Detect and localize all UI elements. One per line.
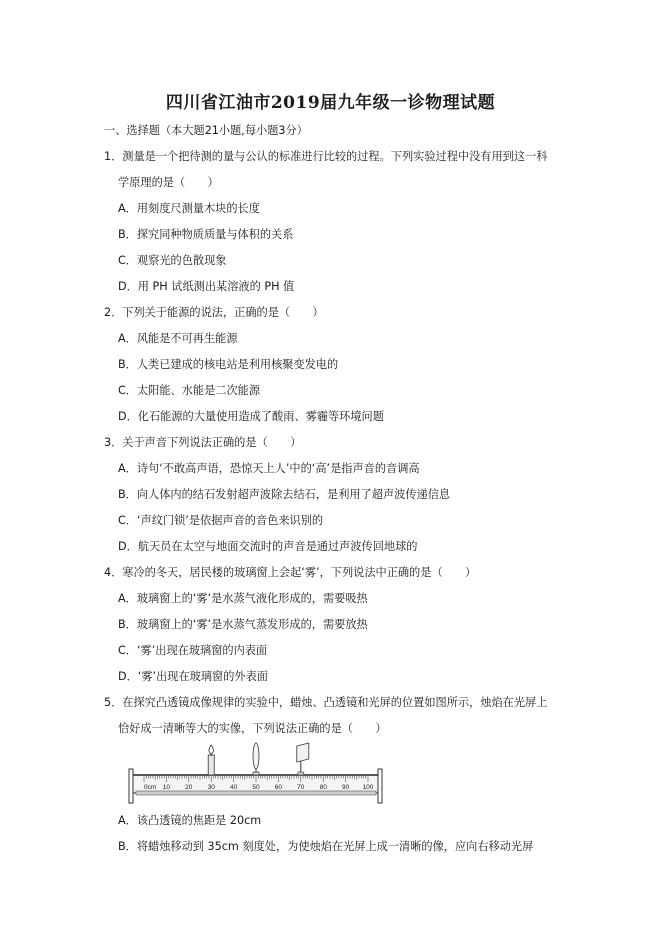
ruler-tick-label: 40 (229, 784, 238, 791)
q2-option-a: A．风能是不可再生能源 (118, 332, 238, 345)
exam-title: 四川省江油市2019届九年级一诊物理试题 (165, 93, 496, 113)
bench-base (136, 791, 376, 795)
q4-option-b: B．玻璃窗上的‘雾’是水蒸气蒸发形成的，需要放热 (118, 618, 368, 631)
q1-option-d: D．用 PH 试纸测出某溶液的 PH 值 (118, 280, 295, 293)
ruler-tick-label: 20 (185, 784, 193, 791)
ruler-tick-label: 80 (319, 784, 327, 791)
q4-option-d: D．‘雾’出现在玻璃窗的外表面 (118, 670, 268, 683)
q2-option-b: B．人类已建成的核电站是利用核聚变发电的 (118, 358, 339, 371)
ruler-tick-label: 60 (274, 784, 283, 791)
q5-stem: 5．在探究凸透镜成像规律的实验中，蜡烛、凸透镜和光屏的位置如图所示，烛焰在光屏上 (104, 696, 548, 709)
q4-option-a: A．玻璃窗上的‘雾’是水蒸气液化形成的，需要吸热 (118, 592, 368, 605)
q5-option-b: B．将蜡烛移动到 35cm 刻度处，为使烛焰在光屏上成一清晰的像，应向右移动光屏 (118, 840, 534, 853)
optical-bench-svg (128, 742, 383, 806)
ruler-tick-label: 70 (297, 784, 305, 791)
q1-stem-cont: 学原理的是（ ） (118, 176, 219, 189)
candle-icon (208, 745, 214, 775)
q4-stem: 4．寒冷的冬天，居民楼的玻璃窗上会起‘雾’，下列说法中正确的是（ ） (104, 566, 477, 579)
bench-left-post (129, 769, 133, 803)
bench-right-post (378, 769, 382, 803)
q4-option-c: C．‘雾’出现在玻璃窗的内表面 (118, 644, 268, 657)
q3-option-b: B．向人体内的结石发射超声波除去结石，是利用了超声波传递信息 (118, 488, 451, 501)
ruler-tick-label: 100 (362, 784, 374, 791)
ruler-tick-label: 0cm (143, 784, 157, 791)
q3-stem: 3．关于声音下列说法正确的是（ ） (104, 436, 302, 449)
q5-stem-cont: 恰好成一清晰等大的实像，下列说法正确的是（ ） (118, 722, 387, 735)
q2-stem: 2．下列关于能源的说法，正确的是（ ） (104, 306, 324, 319)
q2-option-c: C．太阳能、水能是二次能源 (118, 384, 261, 397)
optical-bench-figure (128, 742, 383, 806)
ruler-tick-label: 50 (252, 784, 260, 791)
q2-option-d: D．化石能源的大量使用造成了酸雨、雾霾等环境问题 (118, 410, 384, 423)
light-screen-icon (297, 743, 309, 775)
ruler-tick-label: 10 (162, 784, 171, 791)
ruler-tick-label: 90 (341, 784, 350, 791)
q1-option-a: A．用刻度尺测量木块的长度 (118, 202, 260, 215)
section-heading: 一、选择题（本大题21小题,每小题3分） (104, 124, 308, 137)
q3-option-d: D．航天员在太空与地面交流时的声音是通过声波传回地球的 (118, 540, 418, 553)
q3-option-a: A．诗句‘不敢高声语，恐惊天上人’中的‘高’是指声音的音调高 (118, 462, 420, 475)
q1-stem: 1．测量是一个把待测的量与公认的标准进行比较的过程。下列实验过程中没有用到这一科 (104, 150, 548, 163)
convex-lens-icon (253, 743, 259, 775)
q5-option-a: A．该凸透镜的焦距是 20cm (118, 814, 262, 827)
ruler-tick-label: 30 (207, 784, 215, 791)
q3-option-c: C．‘声纹门锁’是依据声音的音色来识别的 (118, 514, 324, 527)
q1-option-c: C．观察光的色散现象 (118, 254, 227, 267)
q1-option-b: B．探究同种物质质量与体积的关系 (118, 228, 294, 241)
